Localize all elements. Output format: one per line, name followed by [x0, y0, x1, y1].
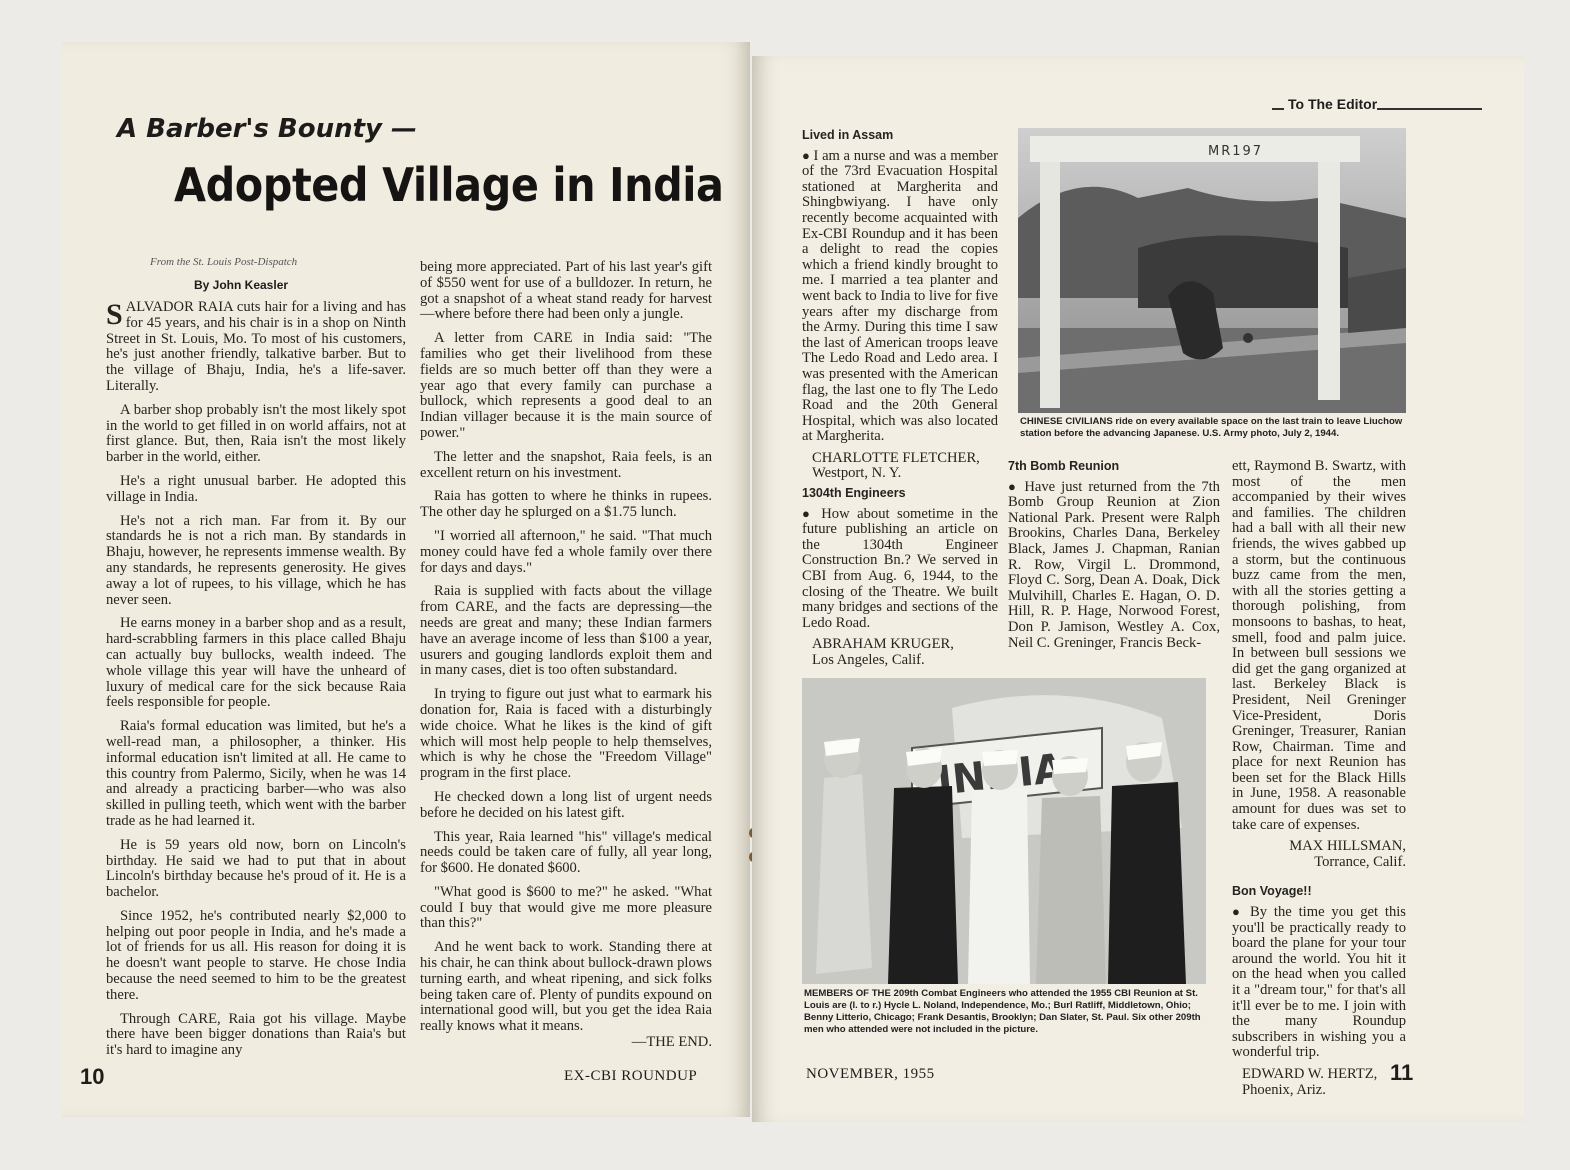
article-paragraph: being more appreciated. Part of his last year's gift of $550 went for use of a bulldozer. In return, he got a snapshot of a wheat stand ready for harvest—where before there had been only a jungle.: [420, 259, 712, 323]
article-paragraph: He checked down a long list of urgent needs before he decided on his latest gift.: [420, 788, 712, 821]
article-column-2: [420, 260, 712, 1051]
article-paragraph: Raia is supplied with facts about the village from CARE, and the facts are depressing—the needs are great and many; these Indian farmers have an average income of less than $100 a year, usurers and gouging landlords exploit them and in many cases, diet is too often substandard.: [420, 583, 712, 679]
article-paragraph: He is 59 years old now, born on Lincoln's birthday. He said we had to put that in about Lincoln's birthday because he's proud of it. He is a bachelor.: [106, 836, 406, 901]
article-paragraph: Raia's formal education was limited, but he's a well-read man, a philosopher, a thinker. His informal education isn't limited at all. He came to this country from Palermo, Sicily, when he was 14 and already a practicing barber—who was also skilled in pulling teeth, which went with the barber trade as he had learned it.: [106, 718, 406, 829]
article-paragraph: In trying to figure out just what to earmark his donation for, Raia is faced with a disturbingly wide choice. What he likes is the kind of gift which will most help people to help themselves, which is why he chose the "Freedom Village" program in the first place.: [420, 686, 712, 782]
article-paragraph: A letter from CARE in India said: "The families who get their livelihood from these fields are so much better off than they were a year ago that every family can purchase a bullock, which represents a good deal to an Indian villager because it is the main source of power.": [420, 330, 712, 441]
article-paragraph: He's a right unusual barber. He adopted this village in India.: [106, 472, 406, 505]
article-paragraph: This year, Raia learned "his" village's medical needs could be taken care of fully, all year long, for $600. He donated $600.: [420, 828, 712, 877]
drop-cap: S: [106, 298, 123, 331]
article-paragraph: SALVADOR RAIA cuts hair for a living and has for 45 years, and his chair is in a shop on Ninth Street in St. Louis, Mo. To most of his customers, he's just another friendly, talkative barber. But to the village of Bhaju, India, he's a life-saver. Literally.: [106, 298, 406, 394]
letter-location: Los Angeles, Calif.: [812, 651, 925, 668]
article-paragraph: He's not a rich man. Far from it. By our standards he is not a rich man. By standards in Bhaju, however, he represents immense wealth. By any standards, he represents generosity. He gives away a lot of rupees, to his village, which he has never seen.: [106, 512, 406, 608]
letter-body: How about sometime in the future publishing an article on the 1304th Engineer Construction Bn.? We served in CBI from Aug. 6, 1944, to the closing of the Theatre. We built many bridges and sections of the Ledo Road.: [802, 505, 998, 631]
letter-heading: Lived in Assam: [802, 128, 894, 142]
article-paragraph: The letter and the snapshot, Raia feels, is an excellent return on his investment.: [420, 448, 712, 481]
letter-signer: MAX HILLSMAN,: [1289, 838, 1406, 855]
article-source: From the St. Louis Post-Dispatch: [150, 256, 298, 268]
letter-body: Have just returned from the 7th Bomb Group Reunion at Zion National Park. Present were Ralph Brookins, Charles Dana, Berkeley Black, James J. Chapman, Ranian R. Row, Virgil L. Drommond, Floyd C. Sorg, Dean A. Doak, Dick Mulvihill, Charles E. Hagan, O. D. Hill, R. P. Hage, Norwood Forest, Don P. Jamison, Westley A. Cox, Neil C. Greninger, Francis Beck-: [1008, 478, 1220, 651]
right-page: [752, 56, 1524, 1122]
article-paragraph: "I worried all afternoon," he said. "That much money could have fed a whole family over there for days and days.": [420, 527, 712, 576]
article-paragraph: Since 1952, he's contributed nearly $2,000 to helping out poor people in India, and he's made a lot of friends for us all. His reason for doing it is he doesn't want people to starve. He chose India because the need seemed to him to be the greatest there.: [106, 907, 406, 1003]
article-headline: Adopted Village in India: [174, 158, 724, 212]
photo-sign-text: MR197: [1208, 144, 1264, 159]
letter-location: Phoenix, Ariz.: [1242, 1081, 1326, 1098]
photo-train-station: [1018, 128, 1406, 413]
photo-combat-engineers-image: [802, 678, 1206, 984]
article-column-1: [106, 300, 406, 1067]
section-title: To The Editor: [1284, 96, 1377, 112]
letter-signer: ABRAHAM KRUGER,: [812, 636, 954, 653]
letter-1304th-engineers: [802, 486, 998, 669]
page-number-right: 11: [1390, 1060, 1414, 1085]
letter-location: Torrance, Calif.: [1314, 853, 1406, 870]
page-number-left: 10: [80, 1064, 105, 1089]
running-foot-left: EX-CBI ROUNDUP: [564, 1068, 698, 1084]
letter-7th-bomb-reunion-continued: [1232, 459, 1406, 1098]
the-end-mark: —THE END.: [631, 1034, 712, 1051]
running-foot-right: NOVEMBER, 1955: [806, 1066, 935, 1082]
letter-signer: EDWARD W. HERTZ,: [1242, 1065, 1378, 1082]
bullet-icon: ●: [802, 147, 810, 163]
article-paragraph: "What good is $600 to me?" he asked. "What could I buy that would give me more pleasure than this?": [420, 883, 712, 932]
letter-lived-in-assam: [802, 128, 998, 482]
photo-engineers-caption: MEMBERS OF THE 209th Combat Engineers who attended the 1955 CBI Reunion at St. Louis are (l. to r.) Hycle L. Noland, Independence, Mo.; Burl Ratliff, Middletown, Ohio; Benny Litterio, Chicago; Frank Desantis, Brooklyn; Dan Slater, St. Paul. Six other 209th men who attended were not included in the picture.: [804, 988, 1201, 1035]
photo-combat-engineers: [802, 678, 1206, 984]
letter-body: ett, Raymond B. Swartz, with most of the men accompanied by their wives and families. The children had a ball with all their new friends, the wives gabbed up a storm, but the continuous buzz came from the men, with all the stories getting a thorough polishing, from monsoons to bashas, to heat, smell, food and palm juice. In between bull sessions we did get the gang organized at last. Berkeley Black is President, Neil Greninger Vice-President, Doris Greninger, Treasurer, Ranian Row, Chairman. Time and place for next Reunion has been set for the Black Hills in June, 1958. A reasonable amount for dues was set to take care of expenses.: [1232, 458, 1406, 833]
article-paragraph: A barber shop probably isn't the most likely spot in the world to get filled in on world affairs, not at first glance. But, then, Raia isn't the most likely barber in the world, either.: [106, 401, 406, 466]
bullet-icon: ●: [802, 505, 814, 521]
left-page: [62, 42, 750, 1117]
letter-location: Westport, N. Y.: [812, 465, 902, 482]
bullet-icon: ●: [1232, 904, 1244, 920]
letter-signer: CHARLOTTE FLETCHER,: [812, 449, 980, 466]
letter-body: I am a nurse and was a member of the 73rd Evacuation Hospital stationed at Margherita and Shingbwiyang. I have only recently become acquainted with Ex-CBI Roundup and it has been a delight to read the copies which a friend kindly brought to me. I married a tea planter and went back to India to live for five years after my discharge from the Army. During this time I saw the last of American troops leave The Ledo Road and Ledo area. I was presented with the American flag, the last one to fly The Ledo Road and the 20th General Hospital, which was also located at Margherita.: [802, 147, 999, 445]
article-byline: By John Keasler: [194, 278, 289, 292]
article-paragraph: And he went back to work. Standing there at his chair, he can think about bullock-drawn plows turning earth, and wheat ripening, and sick folks being taken care of. Plenty of pundits expound on international good will, but you get the idea Raia really knows what it means.: [420, 939, 712, 1035]
article-paragraph: He earns money in a barber shop and as a result, hard-scrabbling farmers in this place called Bhaju can actually buy bullocks, wealth indeed. The whole village this year will have the unheard of luxury of medical care for the sick because Raia feels responsible for people.: [106, 615, 406, 711]
article-paragraph: Raia has gotten to where he thinks in rupees. The other day he splurged on a $1.75 lunch.: [420, 488, 712, 521]
photo-train-caption: CHINESE CIVILIANS ride on every available space on the last train to leave Liuchow station before the advancing Japanese. U.S. Army photo, July 2, 1944.: [1020, 416, 1403, 439]
letter-heading: 7th Bomb Reunion: [1008, 459, 1120, 473]
article-paragraph: Through CARE, Raia got his village. Maybe there have been bigger donations than Raia's but it's hard to imagine any: [106, 1010, 406, 1059]
letter-7th-bomb-reunion: [1008, 459, 1220, 657]
letter-heading: Bon Voyage!!: [1232, 884, 1312, 899]
letter-heading: 1304th Engineers: [802, 486, 906, 500]
article-kicker: A Barber's Bounty —: [117, 114, 418, 144]
bullet-icon: ●: [1008, 478, 1019, 494]
photo-train-station-image: [1018, 128, 1406, 413]
letter-body: By the time you get this you'll be practically ready to board the plane for your tour around the world. You hit it on the head when you called it a "dream tour," for that's all it'll ever be to me. I join with the many Roundup subscribers in wishing you a wonderful trip.: [1232, 904, 1406, 1061]
